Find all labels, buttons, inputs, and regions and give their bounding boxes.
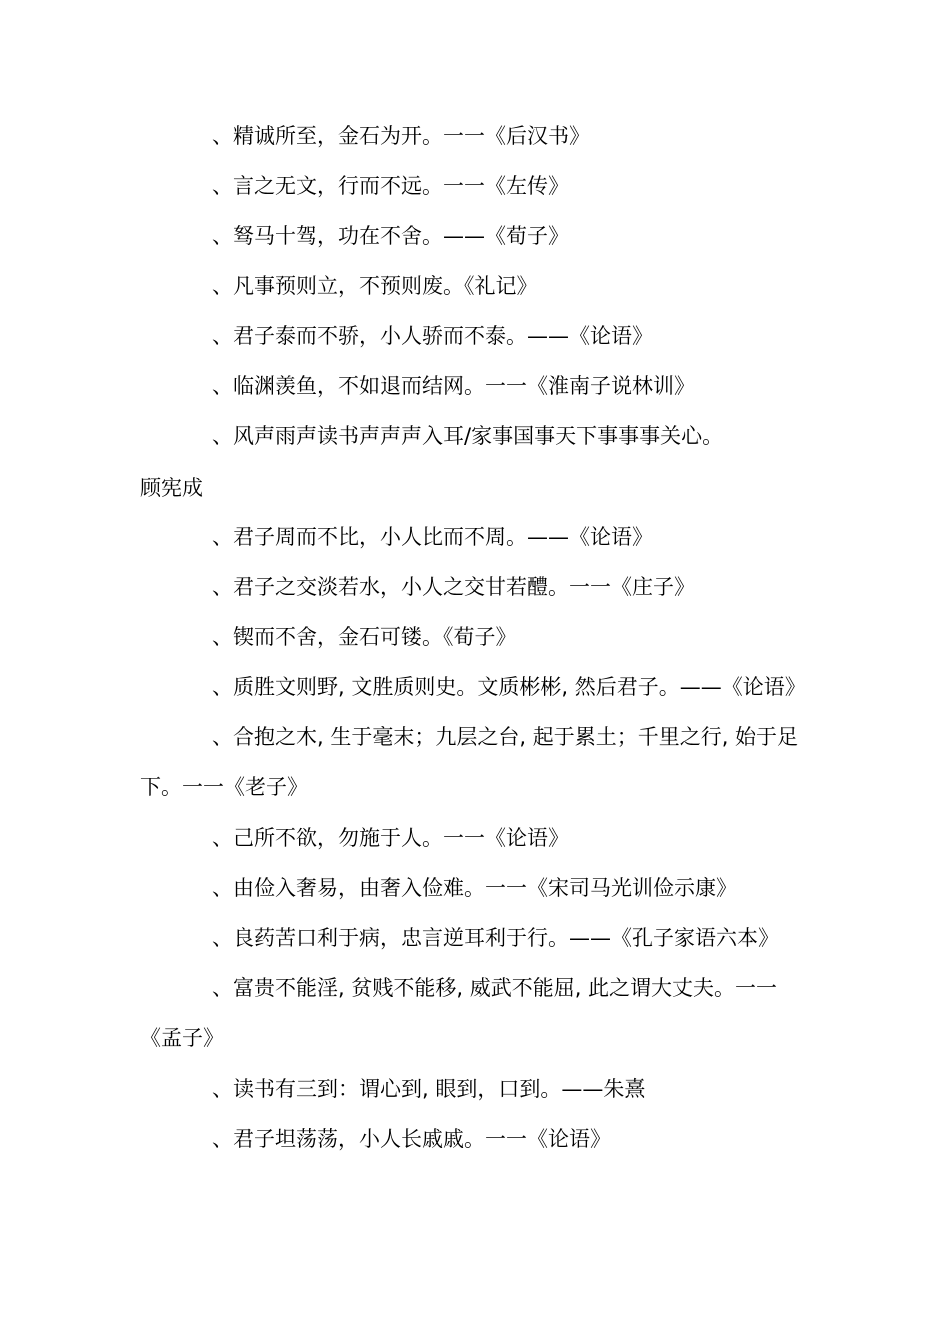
quote-line-18: 、君子坦荡荡，小人长戚戚。一一《论语》 — [212, 1127, 611, 1151]
quote-line-14: 、由俭入奢易，由奢入俭难。一一《宋司马光训俭示康》 — [212, 876, 737, 900]
quote-line-5: 、君子泰而不骄，小人骄而不泰。——《论语》 — [212, 324, 653, 348]
quote-line-7-author: 顾宪成 — [140, 476, 203, 500]
quote-line-2: 、言之无文，行而不远。一一《左传》 — [212, 174, 569, 198]
quote-line-15: 、良药苦口利于病，忠言逆耳利于行。——《孔子家语六本》 — [212, 926, 779, 950]
quote-line-1: 、精诚所至，金石为开。一一《后汉书》 — [212, 124, 590, 148]
quote-line-17: 、读书有三到：谓心到, 眼到，口到。——朱熹 — [212, 1077, 646, 1101]
quote-line-13: 、己所不欲，勿施于人。一一《论语》 — [212, 826, 569, 850]
quote-line-6: 、临渊羡鱼，不如退而结网。一一《淮南子说林训》 — [212, 374, 695, 398]
quote-line-7: 、风声雨声读书声声声入耳/家事国事天下事事事关心。 — [212, 424, 724, 448]
quote-line-11: 、质胜文则野, 文胜质则史。文质彬彬, 然后君子。——《论语》 — [212, 675, 806, 699]
quote-line-16: 、富贵不能淫, 贫贱不能移, 威武不能屈, 此之谓大丈夫。一一 — [212, 976, 778, 1000]
quote-line-8: 、君子周而不比，小人比而不周。——《论语》 — [212, 525, 653, 549]
quote-line-12-continuation: 下。一一《老子》 — [140, 775, 308, 799]
quote-line-4: 、凡事预则立，不预则废。《礼记》 — [212, 274, 538, 298]
quote-line-16-continuation: 《孟子》 — [140, 1026, 224, 1050]
quote-line-9: 、君子之交淡若水，小人之交甘若醴。一一《庄子》 — [212, 575, 695, 599]
quote-line-12: 、合抱之木, 生于毫末；九层之台, 起于累土；千里之行, 始于足 — [212, 725, 799, 749]
quote-line-3: 、驽马十驾，功在不舍。——《荀子》 — [212, 224, 569, 248]
quote-line-10: 、锲而不舍，金石可镂。《荀子》 — [212, 625, 517, 649]
